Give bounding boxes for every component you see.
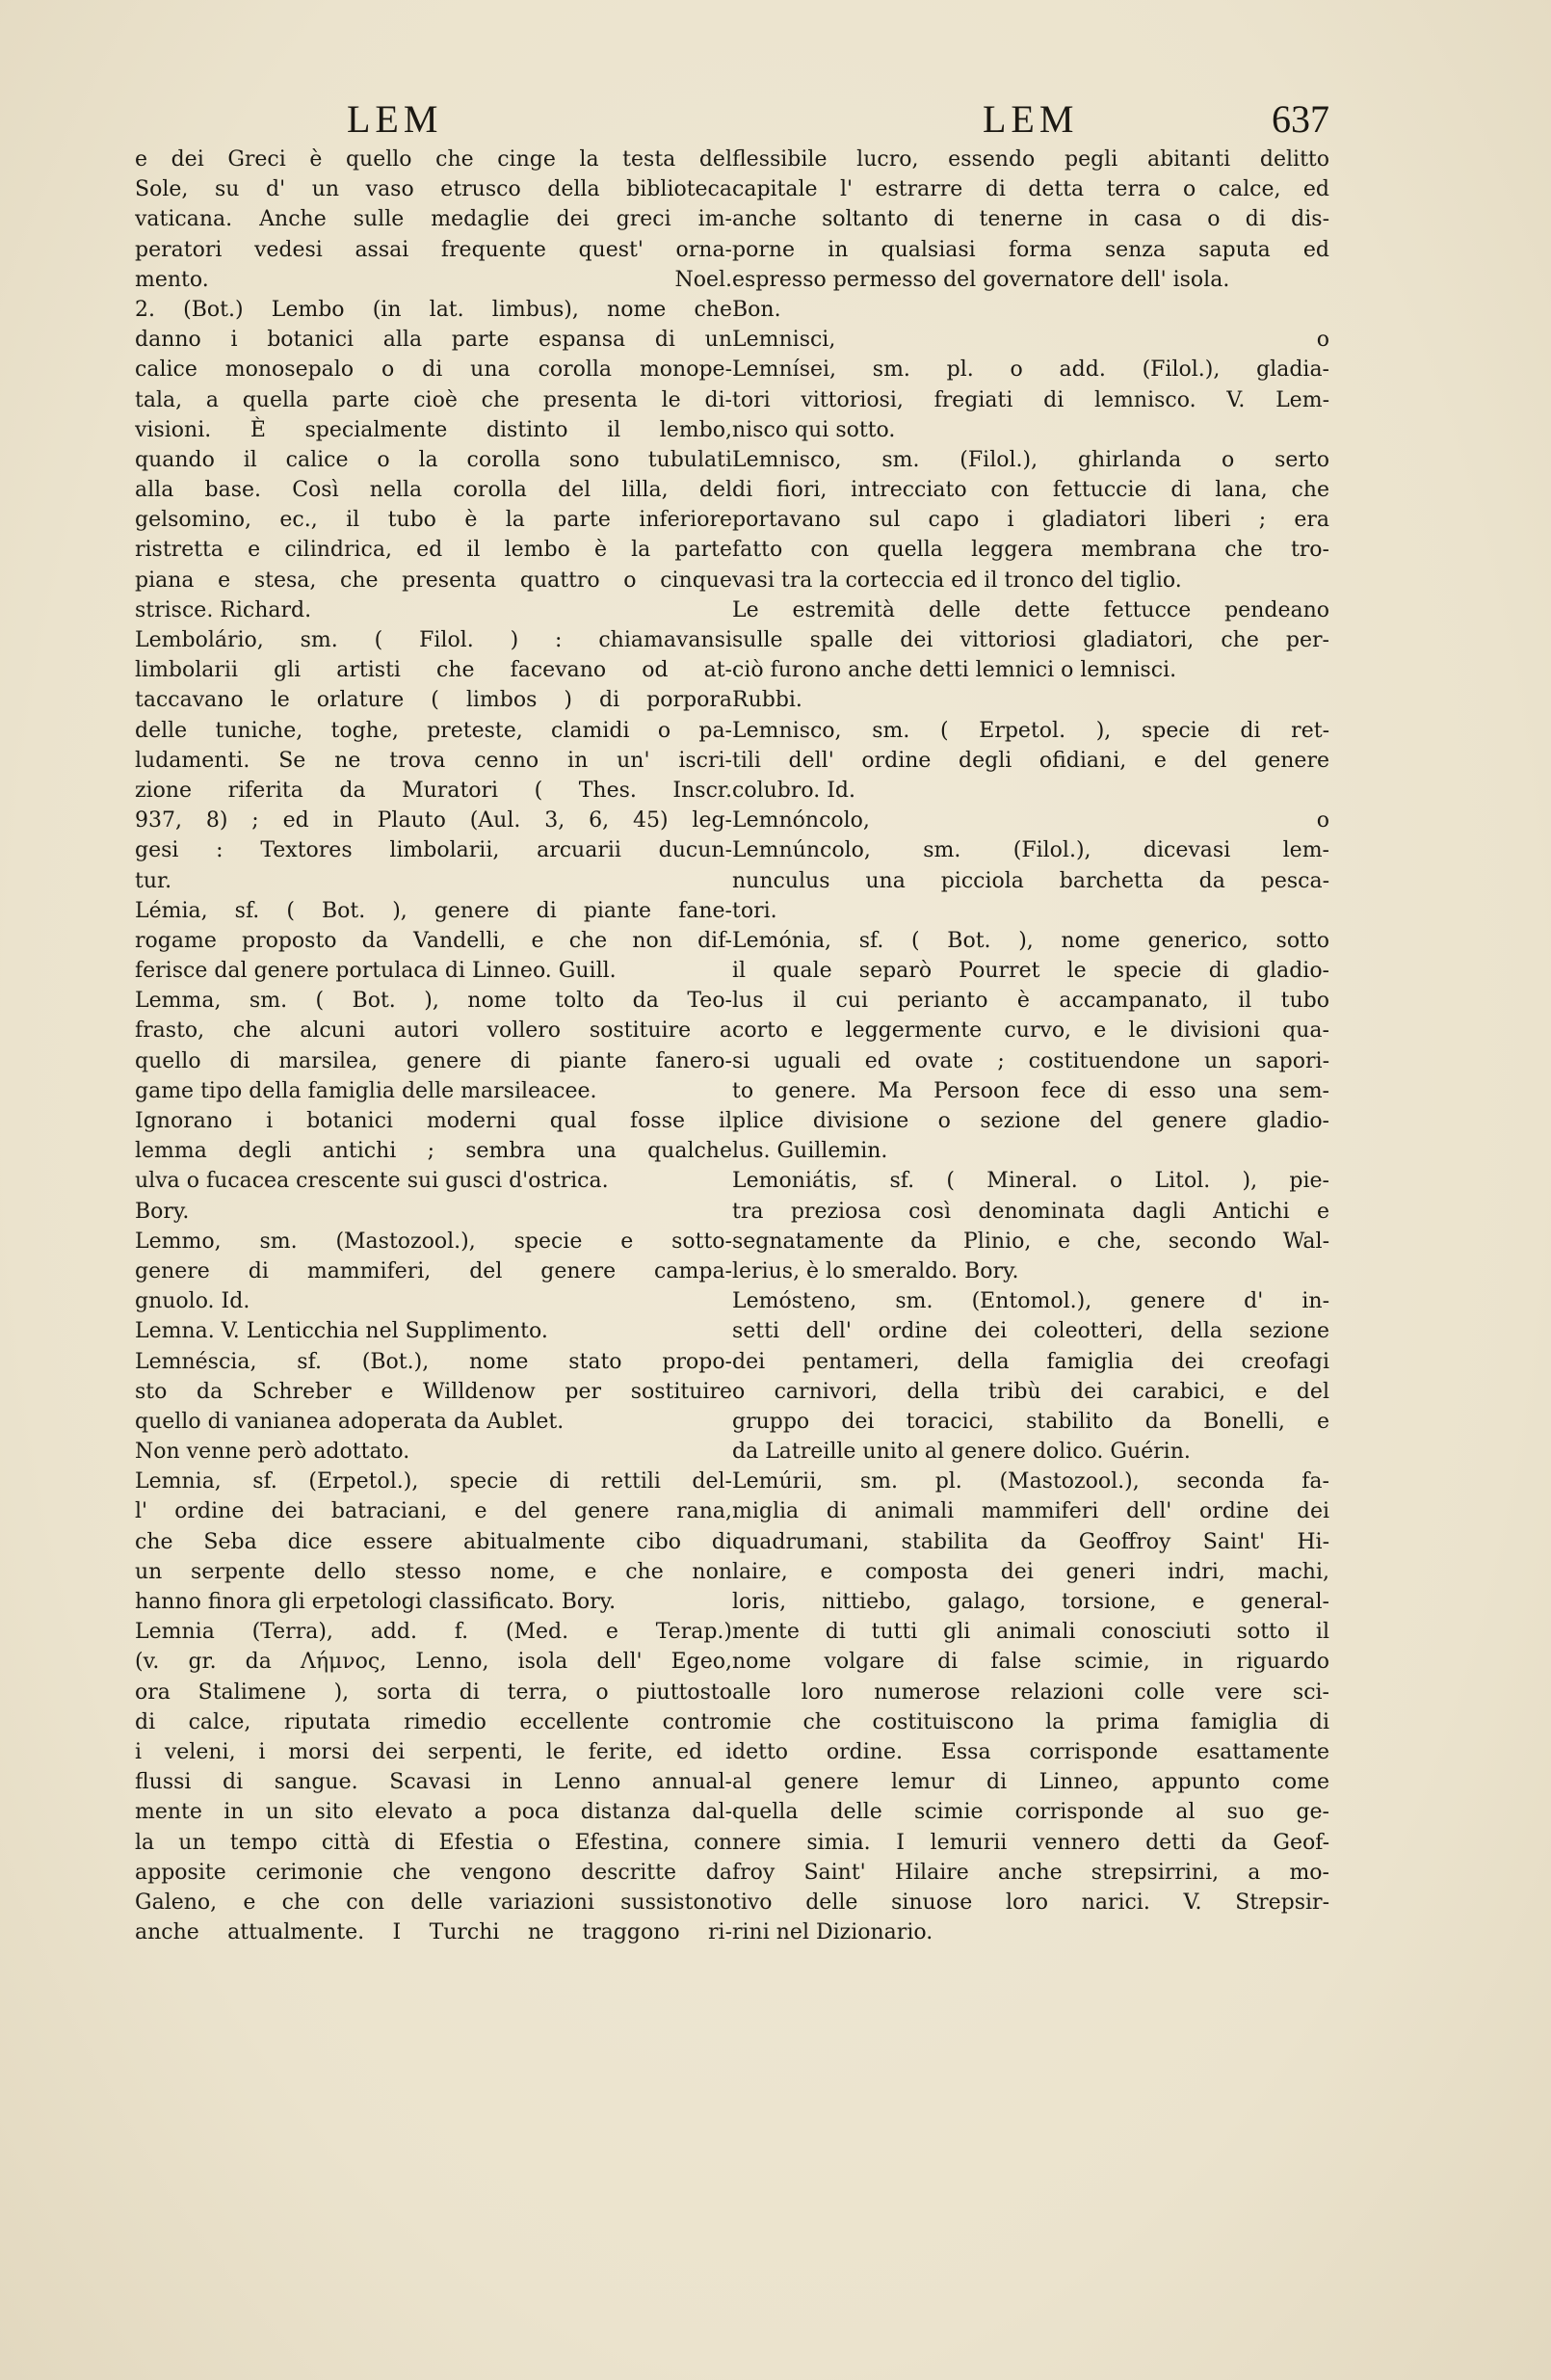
text-line: gruppo dei toracici, stabilito da Bonelli, e: [732, 1409, 1329, 1434]
text-line: quello di vanianea adoperata da Aublet.: [135, 1409, 565, 1434]
text-line: il quale separò Pourret le specie di gladio-: [732, 959, 1329, 984]
text-line: visioni. È specialmente distinto il lembo,: [135, 417, 732, 442]
text-line: Lemnéscia, sf. (Bot.), nome stato propo-: [135, 1349, 732, 1374]
text-line: porne in qualsiasi forma senza saputa ed: [732, 237, 1329, 262]
page-number: 637: [1272, 97, 1329, 141]
text-line: laire, e composta dei generi indri, machi,: [732, 1559, 1329, 1584]
left-column: [135, 145, 732, 1947]
text-line: tala, a quella parte cioè che presenta le di-: [135, 387, 732, 412]
text-line: strisce. Richard.: [135, 597, 312, 622]
text-line: mie che costituiscono la prima famiglia di: [732, 1709, 1329, 1734]
text-line: mente di tutti gli animali conosciuti sotto il: [732, 1620, 1329, 1645]
header-right-word: LEM: [983, 97, 1079, 141]
text-line: Lemna. V. Lenticchia nel Supplimento.: [135, 1319, 548, 1344]
text-line: un serpente dello stesso nome, e che non: [135, 1559, 732, 1584]
text-line: piana e stesa, che presenta quattro o cinque: [135, 568, 732, 593]
text-line: quadrumani, stabilita da Geoffroy Saint' Hi-: [732, 1529, 1329, 1554]
text-line: Lemnóncolo, o: [732, 808, 1329, 833]
text-line: calice monosepalo o di una corolla monope-: [135, 357, 732, 383]
text-line: lerius, è lo smeraldo. Bory.: [732, 1258, 1019, 1283]
text-line: nere simia. I lemurii vennero detti da Geof-: [732, 1830, 1329, 1855]
text-line: Lemósteno, sm. (Entomol.), genere d' in-: [732, 1289, 1329, 1314]
text-line: nome volgare di false scimie, in riguardo: [732, 1650, 1329, 1675]
text-line: froy Saint' Hilaire anche strepsirrini, a mo-: [732, 1860, 1329, 1885]
text-line: lemma degli antichi ; sembra una qualche: [135, 1139, 732, 1164]
text-line: che Seba dice essere abitualmente cibo di: [135, 1529, 732, 1554]
text-line: rini nel Dizionario.: [732, 1920, 933, 1945]
text-line: corto e leggermente curvo, e le divisioni qua-: [732, 1018, 1329, 1044]
text-line: Lemnisco, sm. (Filol.), ghirlanda o serto: [732, 447, 1329, 472]
text-line: Galeno, e che con delle variazioni sussistono: [135, 1890, 732, 1915]
text-line: alla base. Così nella corolla del lilla, del: [135, 478, 732, 503]
text-line: Lembolário, sm. ( Filol. ) : chiamavansi: [135, 628, 732, 652]
text-line: Lemúrii, sm. pl. (Mastozool.), seconda fa-: [732, 1469, 1329, 1494]
text-line: i veleni, i morsi dei serpenti, le ferite, ed i: [135, 1739, 732, 1764]
text-line: capitale l' estrarre di detta terra o calce, ed: [732, 177, 1329, 202]
text-line: flessibile lucro, essendo pegli abitanti delitto: [732, 147, 1329, 172]
text-line: al genere lemur di Linneo, appunto come: [732, 1770, 1329, 1795]
text-line: nunculus una picciola barchetta da pesca-: [732, 868, 1329, 893]
text-line: Sole, su d' un vaso etrusco della biblioteca: [135, 177, 732, 202]
text-line: ristretta e cilindrica, ed il lembo è la parte: [135, 538, 732, 563]
text-line: Lemoniátis, sf. ( Mineral. o Litol. ), pie-: [732, 1169, 1329, 1194]
text-line: Lemnisci, o: [732, 328, 1329, 353]
text-line: tili dell' ordine degli ofidiani, e del genere: [732, 748, 1329, 773]
text-line: segnatamente da Plinio, e che, secondo Wal-: [732, 1229, 1329, 1254]
text-line: anche attualmente. I Turchi ne traggono ri-: [135, 1920, 732, 1945]
text-line: mento. Noel.: [135, 267, 732, 292]
text-line: ferisce dal genere portulaca di Linneo. Guill.: [135, 959, 617, 984]
text-line: di fiori, intrecciato con fettuccie di lana, che: [732, 478, 1329, 503]
text-line: tur.: [135, 868, 172, 893]
text-line: anche soltanto di tenerne in casa o di dis-: [732, 207, 1329, 232]
text-line: e dei Greci è quello che cinge la testa del: [135, 147, 732, 172]
text-line: plice divisione o sezione del genere gladio-: [732, 1109, 1329, 1133]
text-line: (v. gr. da Λήμνος, Lenno, isola dell' Egeo,: [135, 1650, 732, 1675]
text-line: Bory.: [135, 1199, 190, 1224]
text-line: frasto, che alcuni autori vollero sostituire a: [135, 1018, 732, 1044]
text-line: gnuolo. Id.: [135, 1289, 250, 1314]
text-line: to genere. Ma Persoon fece di esso una sem-: [732, 1078, 1329, 1103]
text-line: vaticana. Anche sulle medaglie dei greci im-: [135, 207, 732, 232]
text-line: tra preziosa così denominata dagli Antichi e: [732, 1199, 1329, 1224]
text-line: portavano sul capo i gladiatori liberi ; era: [732, 508, 1329, 533]
text-line: Lemónia, sf. ( Bot. ), nome generico, sotto: [732, 928, 1329, 953]
text-line: sto da Schreber e Willdenow per sostituire: [135, 1379, 732, 1404]
text-line: vasi tra la corteccia ed il tronco del tiglio.: [732, 568, 1182, 593]
text-line: colubro. Id.: [732, 778, 855, 803]
text-line: espresso permesso del governatore dell' isola.: [732, 267, 1230, 292]
text-line: Lémia, sf. ( Bot. ), genere di piante fane-: [135, 898, 732, 923]
text-line: da Latreille unito al genere dolico. Guérin.: [732, 1440, 1191, 1465]
text-line: Lemnísei, sm. pl. o add. (Filol.), gladia-: [732, 357, 1329, 383]
text-line: Ignorano i botanici moderni qual fosse il: [135, 1109, 732, 1133]
text-line: tori vittoriosi, fregiati di lemnisco. V. Lem-: [732, 387, 1329, 412]
text-line: si uguali ed ovate ; costituendone un sapori-: [732, 1048, 1329, 1073]
text-line: ora Stalimene ), sorta di terra, o piuttosto: [135, 1679, 732, 1705]
text-line: nisco qui sotto.: [732, 417, 896, 442]
text-line: 2. (Bot.) Lembo (in lat. limbus), nome che: [135, 297, 732, 322]
text-line: l' ordine dei batraciani, e del genere rana,: [135, 1499, 732, 1524]
text-line: di calce, riputata rimedio eccellente contro: [135, 1709, 732, 1734]
text-line: 937, 8) ; ed in Plauto (Aul. 3, 6, 45) leg-: [135, 808, 732, 833]
right-column: [732, 145, 1329, 1947]
text-line: Bon.: [732, 297, 781, 322]
text-line: apposite cerimonie che vengono descritte da: [135, 1860, 732, 1885]
text-line: delle tuniche, toghe, preteste, clamidi o pa-: [135, 718, 732, 743]
text-line: flussi di sangue. Scavasi in Lenno annual-: [135, 1770, 732, 1795]
text-line: mente in un sito elevato a poca distanza dal-: [135, 1800, 732, 1825]
text-line: tori.: [732, 898, 777, 923]
text-line: zione riferita da Muratori ( Thes. Inscr.: [135, 778, 732, 803]
text-line: hanno finora gli erpetologi classificato. Bory.: [135, 1590, 617, 1614]
text-line: danno i botanici alla parte espansa di un: [135, 328, 732, 353]
text-line: Lemnia (Terra), add. f. (Med. e Terap.): [135, 1620, 732, 1645]
header-left-word: LEM: [347, 97, 443, 141]
text-line: gesi : Textores limbolarii, arcuarii ducun-: [135, 838, 732, 863]
text-line: genere di mammiferi, del genere campa-: [135, 1258, 732, 1283]
text-line: lus. Guillemin.: [732, 1139, 888, 1164]
text-line: tivo delle sinuose loro narici. V. Strepsir-: [732, 1890, 1329, 1915]
text-line: ulva o fucacea crescente sui gusci d'ostrica.: [135, 1169, 609, 1194]
text-line: Lemnisco, sm. ( Erpetol. ), specie di ret-: [732, 718, 1329, 743]
text-line: gelsomino, ec., il tubo è la parte inferiore: [135, 508, 732, 533]
text-line: dei pentameri, della famiglia dei creofagi: [732, 1349, 1329, 1374]
text-line: game tipo della famiglia delle marsileacee.: [135, 1078, 597, 1103]
text-line: detto ordine. Essa corrisponde esattamente: [732, 1739, 1329, 1764]
text-line: fatto con quella leggera membrana che tro-: [732, 538, 1329, 563]
text-line: loris, nittiebo, galago, torsione, e general-: [732, 1590, 1329, 1614]
text-line: quando il calice o la corolla sono tubulati: [135, 447, 732, 472]
text-line: Lemmo, sm. (Mastozool.), specie e sotto-: [135, 1229, 732, 1254]
text-line: setti dell' ordine dei coleotteri, della sezione: [732, 1319, 1329, 1344]
text-line: ciò furono anche detti lemnici o lemnisci.: [732, 658, 1177, 683]
text-line: quella delle scimie corrisponde al suo ge-: [732, 1800, 1329, 1825]
text-line: sulle spalle dei vittoriosi gladiatori, che per-: [732, 628, 1329, 652]
text-line: lus il cui perianto è accampanato, il tubo: [732, 989, 1329, 1014]
text-line: Lemnia, sf. (Erpetol.), specie di rettili del-: [135, 1469, 732, 1494]
text-line: ludamenti. Se ne trova cenno in un' iscri-: [135, 748, 732, 773]
text-line: Le estremità delle dette fettucce pendeano: [732, 597, 1329, 622]
text-line: limbolarii gli artisti che facevano od at-: [135, 658, 732, 683]
text-line: Lemnúncolo, sm. (Filol.), dicevasi lem-: [732, 838, 1329, 863]
text-line: taccavano le orlature ( limbos ) di porpora: [135, 688, 732, 713]
text-line: rogame proposto da Vandelli, e che non dif-: [135, 928, 732, 953]
text-line: la un tempo città di Efestia o Efestina, con: [135, 1830, 732, 1855]
text-line: peratori vedesi assai frequente quest' orna-: [135, 237, 732, 262]
running-header: [135, 96, 1329, 145]
text-line: Lemma, sm. ( Bot. ), nome tolto da Teo-: [135, 989, 732, 1014]
text-line: Non venne però adottato.: [135, 1440, 410, 1465]
text-line: miglia di animali mammiferi dell' ordine dei: [732, 1499, 1329, 1524]
text-line: quello di marsilea, genere di piante fanero-: [135, 1048, 732, 1073]
text-line: Rubbi.: [732, 688, 802, 713]
text-line: o carnivori, della tribù dei carabici, e del: [732, 1379, 1329, 1404]
text-line: alle loro numerose relazioni colle vere sci-: [732, 1679, 1329, 1705]
